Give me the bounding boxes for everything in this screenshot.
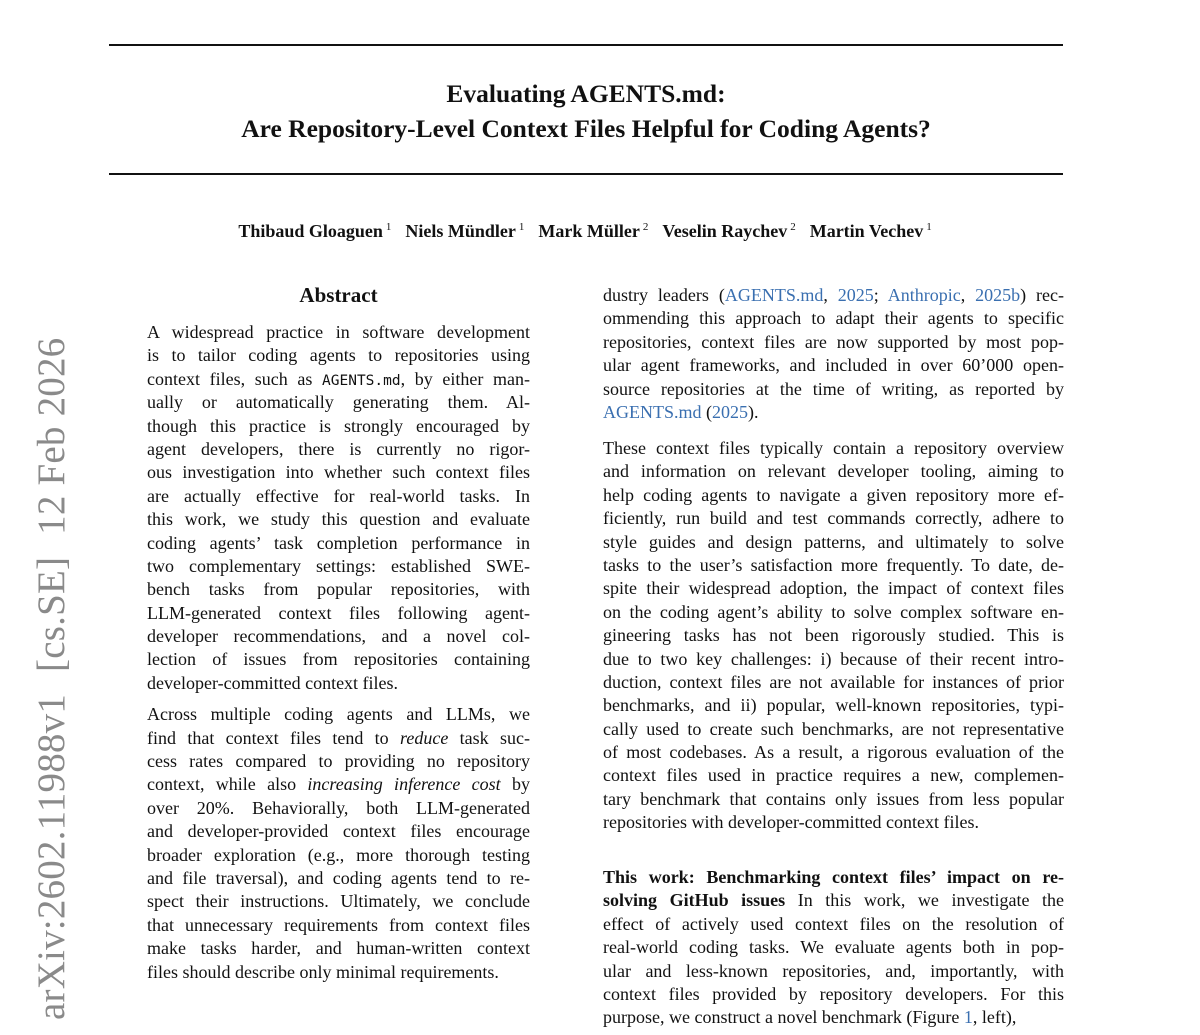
text-line: AGENTS.md (2025). xyxy=(603,401,759,422)
text-line: developer-committed context files. xyxy=(147,672,399,693)
citation-link[interactable]: 2025b xyxy=(975,285,1021,305)
author xyxy=(810,221,932,241)
author-name: Niels Mündler xyxy=(405,221,516,241)
text-line: solving GitHub issues In this work, we investigate the xyxy=(603,890,1064,911)
text-line: repositories with developer-committed context files. xyxy=(603,812,980,833)
citation-link[interactable]: AGENTS.md xyxy=(724,285,824,305)
author xyxy=(405,221,524,241)
text-line: spect their instructions. Ultimately, we conclude xyxy=(147,891,530,912)
left-column xyxy=(147,321,530,984)
paragraph-heading: This work: Benchmarking context files’ impact on re- xyxy=(603,867,1064,887)
text-line xyxy=(603,866,1064,889)
text-line: dustry leaders (AGENTS.md, 2025; Anthropic, 2025b) rec- xyxy=(603,285,1065,305)
intro-paragraph-1 xyxy=(603,284,1064,424)
text-line: spite their widespread adoption, the impact of context files xyxy=(603,578,1064,599)
text-line: real-world coding tasks. We evaluate agents both in pop- xyxy=(603,937,1064,958)
abstract-paragraph-1 xyxy=(147,321,530,695)
text-line: due to two key challenges: i) because of their recent intro- xyxy=(603,648,1064,669)
text-line: of most codebases. As a result, a rigorous evaluation of the xyxy=(603,742,1064,763)
inline-code: AGENTS.md xyxy=(322,372,401,389)
author-affiliation: 2 xyxy=(790,221,796,233)
intro-paragraph-2 xyxy=(603,437,1064,835)
text-line: context, while also increasing inference cost by xyxy=(147,774,530,795)
text-line: ficiently, run build and test commands correctly, adhere to xyxy=(603,508,1064,529)
text-line: effect of actively used context files on the resolution of xyxy=(603,913,1064,934)
text-line: ular agent frameworks, and included in over 60’000 open- xyxy=(603,355,1064,376)
text-line: cess rates compared to providing no repository xyxy=(147,751,530,772)
text-line: make tasks harder, and human-written context xyxy=(147,938,530,959)
text-line: over 20%. Behaviorally, both LLM-generated xyxy=(147,797,530,818)
author xyxy=(662,221,795,241)
text-line: two complementary settings: established SWE- xyxy=(147,555,530,576)
text-line: LLM-generated context files following agent- xyxy=(147,602,530,623)
text-line: gineering tasks has not been rigorously studied. This is xyxy=(603,625,1064,646)
text-line: context files, such as AGENTS.md, by either man- xyxy=(147,368,530,389)
author-list xyxy=(0,214,1170,244)
text-line: Across multiple coding agents and LLMs, we xyxy=(147,704,530,725)
text-line: and information on relevant developer tooling, aiming to xyxy=(603,461,1064,482)
text-line: These context files typically contain a repository overview xyxy=(603,438,1064,458)
text-line: repositories, context files are now supported by most pop- xyxy=(603,331,1064,352)
intro-paragraph-3 xyxy=(603,866,1064,1030)
text-line: ular and less-known repositories, and, importantly, with xyxy=(603,960,1064,981)
arxiv-date: 12 Feb 2026 xyxy=(30,337,73,535)
author-affiliation: 2 xyxy=(642,221,649,233)
text-line: broader exploration (e.g., more thorough testing xyxy=(147,844,530,865)
text-line: is to tailor coding agents to repositories using xyxy=(147,345,530,366)
author xyxy=(538,221,648,241)
text-line: that unnecessary requirements from context files xyxy=(147,914,530,935)
arxiv-id: arXiv:2602.11988v1 xyxy=(30,693,73,1020)
author-name: Veselin Raychev xyxy=(662,221,788,241)
author-affiliation: 1 xyxy=(385,221,392,233)
arxiv-category: [cs.SE] xyxy=(30,556,73,672)
text-line: source repositories at the time of writing, as reported by xyxy=(603,378,1064,399)
citation-link[interactable]: 1 xyxy=(963,1007,973,1028)
text-line: files should describe only minimal requirements. xyxy=(147,961,499,982)
text-line: bench tasks from popular repositories, with xyxy=(147,579,530,600)
author xyxy=(238,221,391,241)
author-name: Martin Vechev xyxy=(809,221,924,241)
text-line: context files used in practice requires a new, complemen- xyxy=(603,765,1064,786)
title-rule-top xyxy=(109,44,1063,46)
citation-link[interactable]: 2025 xyxy=(837,285,874,305)
emphasis: increasing inference cost xyxy=(307,774,501,795)
text-line: A widespread practice in software development xyxy=(147,322,530,342)
text-line: context files provided by repository developers. For this xyxy=(603,983,1064,1004)
author-name: Thibaud Gloaguen xyxy=(238,221,383,241)
text-line: cally used to create such benchmarks, are not representative xyxy=(603,718,1064,739)
citation-link[interactable]: AGENTS.md xyxy=(603,401,702,422)
text-line: and file traversal), and coding agents tend to re- xyxy=(147,867,530,888)
citation-link[interactable]: Anthropic xyxy=(887,285,961,305)
title-rule-bottom xyxy=(109,173,1063,175)
text-line: style guides and design patterns, and ultimately to solve xyxy=(603,531,1064,552)
emphasis: reduce xyxy=(400,727,449,748)
text-line: ous investigation into whether such context files xyxy=(147,462,530,483)
arxiv-stamp xyxy=(30,338,74,1020)
abstract-heading: Abstract xyxy=(299,283,378,307)
text-line: on the coding agent’s ability to solve complex software en- xyxy=(603,601,1064,622)
paragraph-heading: solving GitHub issues xyxy=(603,890,786,911)
text-line: developer recommendations, and a novel col- xyxy=(147,626,530,647)
author-name: Mark Müller xyxy=(538,221,640,241)
text-line: benchmarks, and ii) popular, well-known repositories, typi- xyxy=(603,695,1064,716)
text-line: tasks to the user’s satisfaction more frequently. To date, de- xyxy=(603,554,1064,575)
text-line: ommending this approach to adapt their agents to specific xyxy=(603,308,1064,329)
text-line: and developer-provided context files encourage xyxy=(147,821,530,842)
text-line: duction, context files are not available for instances of prior xyxy=(603,671,1064,692)
text-line: this work, we study this question and evaluate xyxy=(147,509,530,530)
author-affiliation: 1 xyxy=(926,221,932,233)
text-line: agent developers, there is currently no rigor- xyxy=(147,438,530,459)
text-line: are actually effective for real-world tasks. In xyxy=(147,485,530,506)
text-line: lection of issues from repositories containing xyxy=(147,649,530,670)
text-line: tary benchmark that contains only issues from less popular xyxy=(603,788,1064,809)
text-line: find that context files tend to reduce task suc- xyxy=(147,727,530,748)
author-affiliation: 1 xyxy=(518,221,525,233)
text-line: purpose, we construct a novel benchmark (Figure 1, left), xyxy=(603,1007,1017,1028)
citation-link[interactable]: 2025 xyxy=(712,401,748,422)
text-line: help coding agents to navigate a given repository more ef- xyxy=(603,484,1064,505)
text-line: ually or automatically generating them. Al- xyxy=(147,392,530,413)
paper-title-line-2: Are Repository-Level Context Files Helpful for Coding Agents? xyxy=(241,114,931,143)
paper-title-line-1: Evaluating AGENTS.md: xyxy=(446,79,726,108)
text-line: coding agents’ task completion performance in xyxy=(147,532,530,553)
text-line: though this practice is strongly encouraged by xyxy=(147,415,530,436)
abstract-paragraph-2 xyxy=(147,703,530,984)
